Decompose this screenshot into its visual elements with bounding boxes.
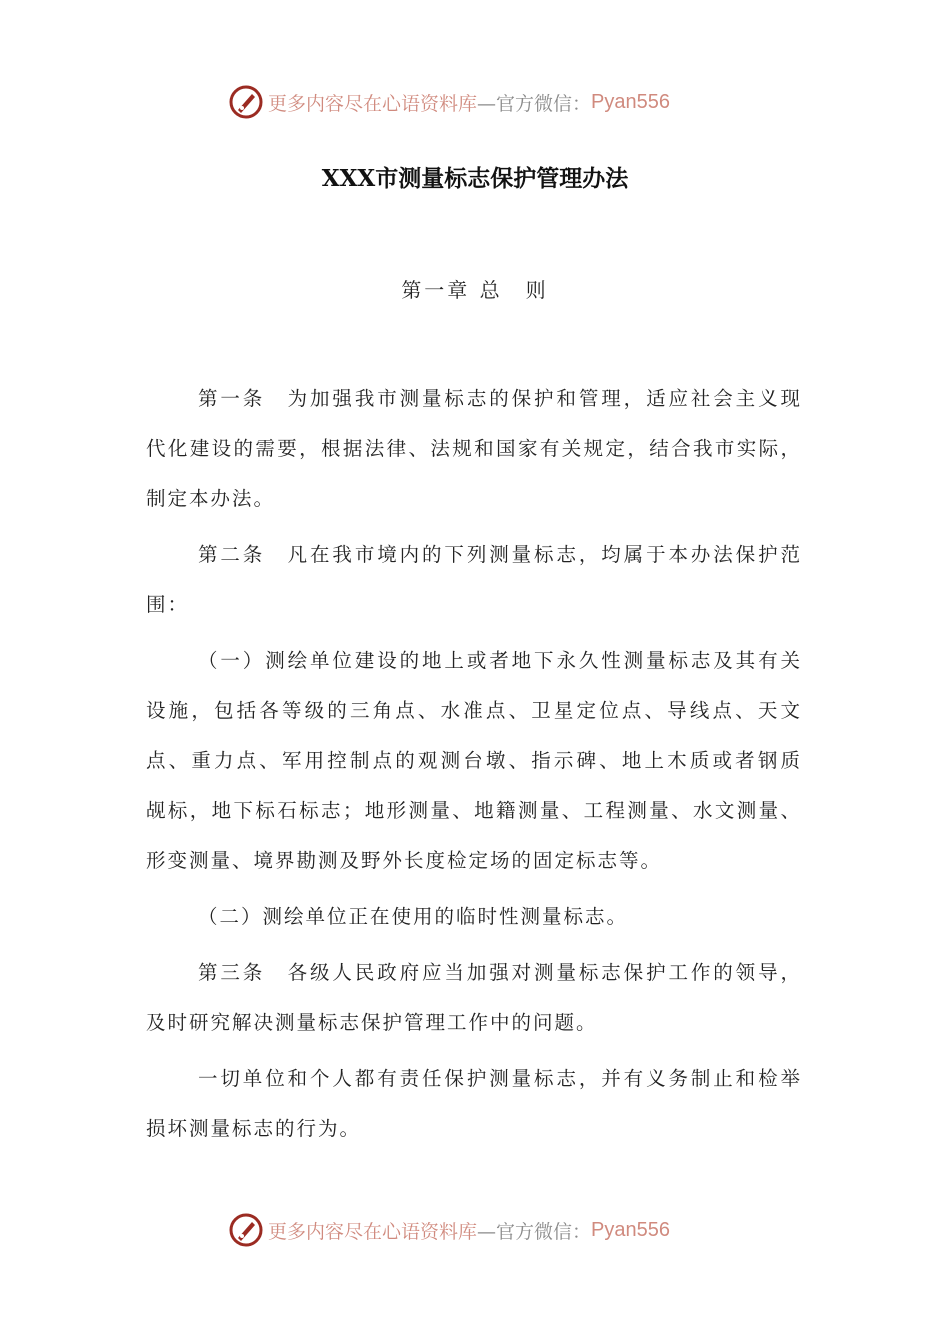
text-line: 损坏测量标志的行为。 — [146, 1117, 362, 1140]
text-line: （二）测绘单位正在使用的临时性测量标志。 — [198, 905, 629, 928]
paragraph — [146, 374, 802, 524]
paragraph — [146, 948, 802, 1048]
watermark-header — [228, 82, 670, 122]
text-line: 觇标，地下标石标志；地形测量、地籍测量、工程测量、水文测量、 — [146, 799, 802, 822]
text-line: 制定本办法。 — [146, 487, 276, 510]
watermark-footer — [228, 1210, 670, 1250]
text-line: 围： — [146, 593, 190, 616]
watermark-text: 更多内容尽在心语资料库 — [268, 1220, 478, 1243]
text-line: 形变测量、境界勘测及野外长度检定场的固定标志等。 — [146, 849, 663, 872]
paragraph — [146, 1054, 802, 1154]
paragraph — [146, 892, 802, 942]
text-line: 一切单位和个人都有责任保护测量标志，并有义务制止和检举 — [198, 1067, 802, 1090]
watermark-wechat-id: Pyan556 — [591, 90, 670, 113]
text-line: 第三条 各级人民政府应当加强对测量标志保护工作的领导， — [198, 961, 802, 984]
pen-logo-icon — [228, 1212, 264, 1248]
watermark-wechat-label: —官方微信： — [477, 1220, 592, 1243]
text-line: 及时研究解决测量标志保护管理工作中的问题。 — [146, 1011, 598, 1034]
document-body — [146, 374, 802, 1160]
page-title: XXX市测量标志保护管理办法 — [321, 165, 629, 192]
text-line: 第一条 为加强我市测量标志的保护和管理，适应社会主义现 — [198, 387, 802, 410]
text-line: 点、重力点、军用控制点的观测台墩、指示碑、地上木质或者钢质 — [146, 749, 802, 772]
chapter-heading: 第一章 总 则 — [401, 278, 549, 302]
watermark-wechat-label: —官方微信： — [477, 92, 592, 115]
text-line: 设施，包括各等级的三角点、水准点、卫星定位点、导线点、天文 — [146, 699, 802, 722]
watermark-text: 更多内容尽在心语资料库 — [268, 92, 478, 115]
text-line: （一）测绘单位建设的地上或者地下永久性测量标志及其有关 — [198, 649, 802, 672]
pen-logo-icon — [228, 84, 264, 120]
text-line: 代化建设的需要，根据法律、法规和国家有关规定，结合我市实际， — [146, 437, 802, 460]
paragraph — [146, 636, 802, 886]
watermark-wechat-id: Pyan556 — [591, 1218, 670, 1241]
text-line: 第二条 凡在我市境内的下列测量标志，均属于本办法保护范 — [198, 543, 802, 566]
paragraph — [146, 530, 802, 630]
